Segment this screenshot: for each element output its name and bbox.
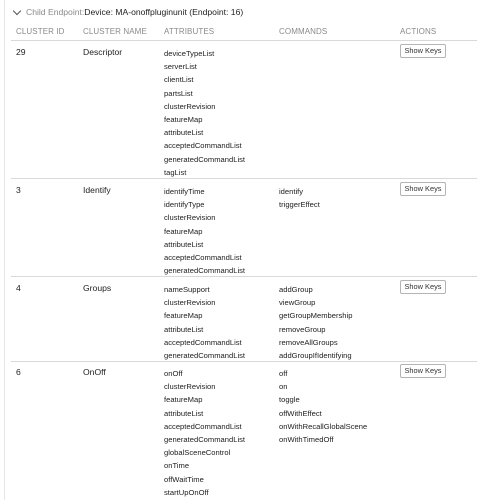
list-item: acceptedCommandList <box>164 421 242 431</box>
list-item: offWithEffect <box>279 408 322 418</box>
chevron-down-icon[interactable] <box>13 6 21 14</box>
cluster-name: OnOff <box>83 367 106 377</box>
list-item: acceptedCommandList <box>164 141 242 151</box>
list-item: generatedCommandList <box>164 350 246 360</box>
child-endpoint-header[interactable] <box>13 5 243 19</box>
list-item: generatedCommandList <box>164 434 246 444</box>
command-list <box>279 367 367 446</box>
list-item: acceptedCommandList <box>164 252 242 262</box>
list-item: startUpOnOff <box>164 487 209 497</box>
cluster-id: 6 <box>16 367 21 377</box>
child-endpoint-label: Child Endpoint: <box>26 7 85 17</box>
cluster-id: 29 <box>16 47 26 57</box>
list-item: removeAllGroups <box>279 337 338 347</box>
cluster-name: Descriptor <box>83 47 123 57</box>
show-keys-button[interactable]: Show Keys <box>400 44 446 58</box>
col-header-cluster-name: CLUSTER NAME <box>83 27 147 36</box>
header-divider <box>11 40 477 41</box>
cluster-name: Groups <box>83 283 112 293</box>
attribute-list <box>164 283 245 362</box>
list-item: attributeList <box>164 408 204 418</box>
list-item: generatedCommandList <box>164 154 246 164</box>
attribute-list <box>164 185 245 277</box>
list-item: nameSupport <box>164 285 210 294</box>
list-item: featureMap <box>164 395 203 405</box>
list-item: clusterRevision <box>164 213 216 223</box>
col-header-cluster-id: CLUSTER ID <box>16 27 65 36</box>
list-item: featureMap <box>164 311 203 321</box>
list-item: serverList <box>164 62 197 72</box>
cluster-id: 4 <box>16 283 21 293</box>
list-item: viewGroup <box>279 298 316 308</box>
list-item: toggle <box>279 395 300 405</box>
list-item: clusterRevision <box>164 382 216 392</box>
list-item: identifyType <box>164 200 205 210</box>
command-list <box>279 283 352 362</box>
row-divider <box>11 178 477 179</box>
list-item: partsList <box>164 88 193 98</box>
list-item: onWithRecallGlobalScene <box>279 421 368 431</box>
list-item: clusterRevision <box>164 101 216 111</box>
list-item: deviceTypeList <box>164 49 215 58</box>
cluster-name: Identify <box>83 185 111 195</box>
show-keys-button[interactable]: Show Keys <box>400 280 446 294</box>
show-keys-button[interactable]: Show Keys <box>400 182 446 196</box>
show-keys-button[interactable]: Show Keys <box>400 364 446 378</box>
row-divider <box>11 276 477 277</box>
attribute-list <box>164 367 245 499</box>
list-item: attributeList <box>164 324 204 334</box>
list-item: acceptedCommandList <box>164 337 242 347</box>
list-item: featureMap <box>164 114 203 124</box>
list-item: offWaitTime <box>164 474 204 484</box>
list-item: identify <box>279 187 304 196</box>
list-item: onWithTimedOff <box>279 434 334 444</box>
list-item: attributeList <box>164 128 204 138</box>
row-divider <box>11 361 477 362</box>
list-item: featureMap <box>164 226 203 236</box>
command-list <box>279 185 320 211</box>
list-item: onTime <box>164 461 190 471</box>
list-item: generatedCommandList <box>164 266 246 276</box>
cluster-id: 3 <box>16 185 21 195</box>
list-item: onOff <box>164 369 183 378</box>
list-item: attributeList <box>164 239 204 249</box>
list-item: removeGroup <box>279 324 326 334</box>
list-item: clientList <box>164 75 194 85</box>
list-item: getGroupMembership <box>279 311 353 321</box>
list-item: clusterRevision <box>164 298 216 308</box>
col-header-actions: ACTIONS <box>400 27 437 36</box>
list-item: identifyTime <box>164 187 205 196</box>
col-header-commands: COMMANDS <box>279 27 328 36</box>
attribute-list <box>164 47 245 179</box>
list-item: on <box>279 382 288 392</box>
device-title: Device: MA-onoffpluginunit (Endpoint: 16) <box>84 7 244 17</box>
list-item: triggerEffect <box>279 200 320 210</box>
list-item: addGroup <box>279 285 313 294</box>
col-header-attributes: ATTRIBUTES <box>164 27 215 36</box>
list-item: off <box>279 369 288 378</box>
list-item: tagList <box>164 167 187 177</box>
list-item: globalSceneControl <box>164 448 231 458</box>
list-item: addGroupIfIdentifying <box>279 350 352 360</box>
endpoint-panel <box>4 0 475 500</box>
